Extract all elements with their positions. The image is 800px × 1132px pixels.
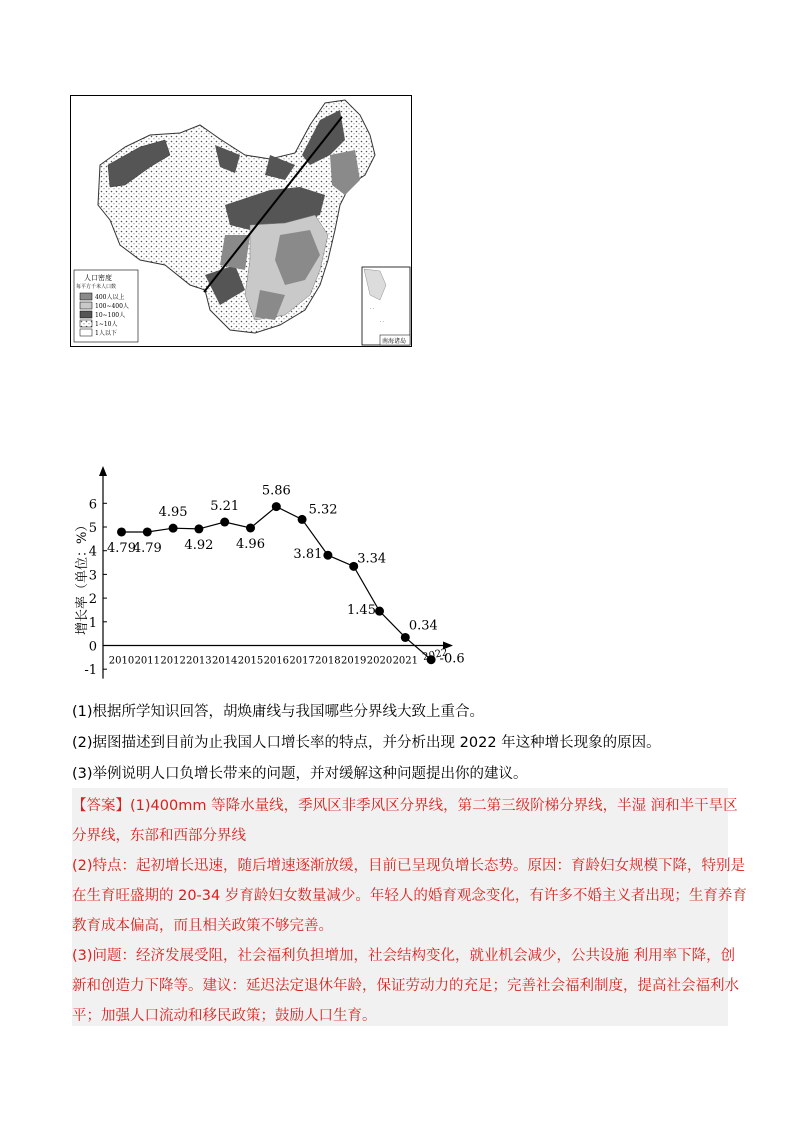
legend-swatch xyxy=(80,329,92,336)
y-tick-label: 3 xyxy=(88,568,97,584)
series-line xyxy=(122,507,432,660)
data-label: 4.79 xyxy=(107,540,136,556)
legend-label: 400人以上 xyxy=(95,294,125,301)
legend-label: 1~10人 xyxy=(95,321,118,328)
data-label: 1.45 xyxy=(347,603,376,619)
y-axis-arrow xyxy=(99,466,107,476)
x-tick-label: 2015 xyxy=(237,655,264,667)
data-point xyxy=(169,524,178,533)
answer-line: 教育成本偏高，而且相关政策不够完善。 xyxy=(72,918,333,934)
growth-rate-chart xyxy=(55,462,475,692)
legend-subtitle: 每平方千米人口数 xyxy=(76,284,117,290)
x-tick-label: 2018 xyxy=(315,655,341,667)
answer-block xyxy=(72,788,747,1026)
legend-label: 10~100人 xyxy=(95,312,126,319)
legend-swatch xyxy=(80,311,92,318)
data-label: 0.34 xyxy=(408,618,438,634)
data-point xyxy=(323,551,332,560)
y-axis-label: 增长率（单位：%） xyxy=(75,518,90,635)
legend-swatch xyxy=(80,320,92,327)
legend-swatch xyxy=(80,302,92,309)
y-tick-label: 6 xyxy=(88,497,97,513)
question-1: (1)根据所学知识回答，胡焕庸线与我国哪些分界线大致上重合。 xyxy=(72,704,485,720)
answer-line: 在生育旺盛期的 20-34 岁育龄妇女数量减少。年轻人的婚育观念变化，有许多不婚主义者出现；生育养育 xyxy=(72,888,747,904)
data-label: 5.21 xyxy=(210,499,240,515)
south-sea-inset xyxy=(362,267,410,345)
x-tick-label: 2016 xyxy=(263,655,290,667)
x-tick-label: 2021 xyxy=(392,655,419,667)
x-tick-label: 2010 xyxy=(108,655,135,667)
question-2: (2)据图描述到目前为止我国人口增长率的特点，并分析出现 2022 年这种增长现象的原因。 xyxy=(72,735,661,751)
y-tick-label: 2 xyxy=(88,592,97,608)
y-tick-label: 1 xyxy=(88,615,97,631)
answer-line: 平；加强人口流动和移民政策；鼓励人口生育。 xyxy=(72,1008,377,1024)
data-label: -0.6 xyxy=(439,651,465,667)
map-legend xyxy=(74,270,138,342)
legend-title: 人口密度 xyxy=(84,274,112,282)
x-tick-label: 2014 xyxy=(211,655,238,667)
x-tick-label: 2019 xyxy=(340,655,367,667)
answer-line: 新和创造力下降等。建议：延迟法定退休年龄，保证劳动力的充足；完善社会福利制度，提高社会福利水 xyxy=(72,978,739,994)
data-point xyxy=(375,607,384,616)
data-label: 5.32 xyxy=(308,502,338,518)
answer-line: (2)特点：起初增长迅速，随后增速逐渐放缓，目前已呈现负增长态势。原因：育龄妇女规模下降，特别是 xyxy=(72,858,746,874)
x-tick-label: 2017 xyxy=(289,655,315,667)
x-tick-label: 2013 xyxy=(186,655,212,667)
data-point xyxy=(143,527,152,536)
x-tick-label: 2011 xyxy=(134,655,161,667)
data-point xyxy=(401,633,410,642)
y-tick-label: 0 xyxy=(88,639,97,655)
data-label: 3.81 xyxy=(293,547,323,563)
data-label: 4.79 xyxy=(132,540,162,556)
data-label: 3.34 xyxy=(357,551,387,567)
data-label: 4.96 xyxy=(236,536,265,552)
data-point xyxy=(117,527,126,536)
y-tick-label: 4 xyxy=(88,544,97,560)
answer-line: 【答案】(1)400mm 等降水量线，季风区非季风区分界线，第二第三级阶梯分界线，半湿 润和半干旱区 xyxy=(72,798,738,814)
data-point xyxy=(272,502,281,511)
data-label: 4.92 xyxy=(184,537,214,553)
population-density-map xyxy=(70,95,412,347)
question-3: (3)举例说明人口负增长带来的问题，并对缓解这种问题提出你的建议。 xyxy=(72,766,528,782)
y-tick-label: -1 xyxy=(84,663,97,679)
legend-label: 1人以下 xyxy=(95,330,117,337)
data-point xyxy=(220,518,229,527)
data-label: 4.95 xyxy=(158,505,188,521)
svg-text:· ·: · · xyxy=(380,319,384,324)
data-point xyxy=(194,524,203,533)
data-point xyxy=(246,523,255,532)
data-point xyxy=(298,515,307,524)
y-tick-label: 5 xyxy=(88,521,97,536)
x-tick-label: 2022 xyxy=(421,647,449,664)
legend-swatch xyxy=(80,293,92,300)
x-tick-label: 2020 xyxy=(366,655,393,667)
inset-caption: 南海诸岛 xyxy=(382,338,407,345)
x-tick-label: 2012 xyxy=(160,655,186,667)
svg-text:· ·: · · xyxy=(370,306,374,311)
answer-line: (3)问题：经济发展受阻，社会福利负担增加，社会结构变化，就业机会减少，公共设施 利用率下降，创 xyxy=(72,948,736,964)
data-label: 5.86 xyxy=(261,483,291,499)
answer-line: 分界线，东部和西部分界线 xyxy=(72,828,246,844)
legend-label: 100~400人 xyxy=(95,303,129,310)
